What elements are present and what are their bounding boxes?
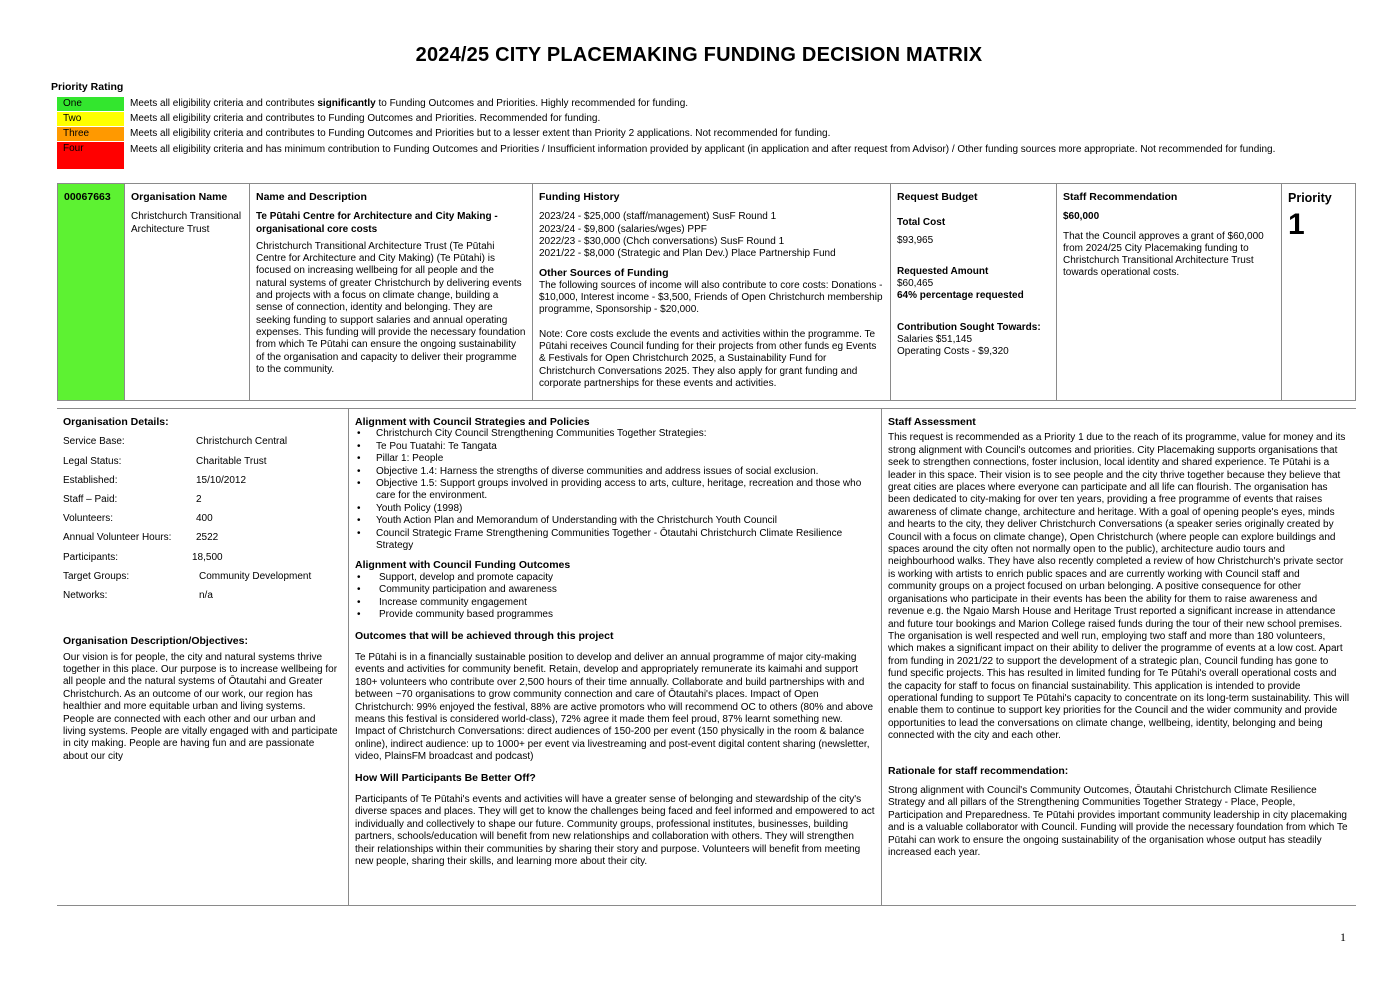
priority-swatch-four: Four bbox=[57, 142, 124, 169]
achieved-text: Te Pūtahi is in a financially sustainable position to develop and deliver an annual programme of major city-making events and activities for community benefit. Retain, develop and appropriately remunerate its kaimahi and support 180+ volunteers who contribute over 2,500 hours of their time annually. Collaborate and build partnerships with and between ~70 organisations to grow community connection and care of Ōtautahi's places. Impact of Open Christchurch: 99% enjoyed the festival, 88% are active promotors who will recommend OC to others (80% and above means this festival is considered world-class), 72% agree it made them feel proud, 87% learnt something new. Impact of Christchurch Conversations: direct audiences of 150-200 per event (150 physically in the room & balance online), indirect audience: up to 1000+ per event via livestreaming and post-event digital content sharing (newsletter, video, PlainsFM broadcast and podcast) bbox=[355, 651, 874, 763]
list-item: • Youth Policy (1998) bbox=[355, 503, 875, 515]
priority-swatch-two: Two bbox=[57, 112, 124, 126]
funding-history-item: 2023/24 - $9,800 (salaries/wges) PPF bbox=[539, 223, 707, 235]
request-budget-cell bbox=[891, 184, 1057, 400]
total-cost: $93,965 bbox=[897, 234, 934, 246]
list-item: • Pillar 1: People bbox=[355, 453, 875, 465]
staff-assessment-text: This request is recommended as a Priority 1 due to the reach of its programme, value for money and its strong alignment with Council's outcomes and priorities. City Placemaking supports organisations that seek to strengthen connections, foster inclusion, local identity and shared experience. Te Pūtahi is a leader in this space. Their vision is to see people and the city thrive together because they believe that great cities are places where everyone can participate and all life can flourish. The organisation has been dedicated to city-making for over ten years, providing a free programme of events that raises awareness of climate change, architecture and heritage. With a goal of opening people's eyes, minds and hearts to the city, they deliver Christchurch Conversations (a speaker series originally created by Council with a focus on climate change), Open Christchurch (where people can explore buildings and spaces around the city often not normally open to the public), architecture audio tours and neighbourhood walks. They have also recently completed a review of how Christchurch's private sector is working with artists to enrich public spaces and are currently working with Council staff and community groups on a project focused on urban belonging. A positive consequence for other organisations who participate in their events has been the ability for them to raise awareness and revenue e.g. the Ngaio Marsh House and Heritage Trust reported a significant increase in attendance and future tour bookings and Marion College raised funds during the tour of their new school premises. The organisation is well respected and well run, employing two staff and more than 180 volunteers, which makes a significant impact on their ability to deliver the programme of events at a low cost. Apart from funding in 2021/22 to support the development of a strategic plan, Council funding has gone to fund specific projects. This has resulted in limited funding for Te Pūtahi's overall operational costs and the capacity for staff to focus on financial sustainability. This application is intended to provide operational funding to support Te Pūtahi's capacity to concentrate on its long-term sustainability. This will enable them to continue to support key priorities for the Council and the wider community and provide opportunities to lead the conversations on climate change, wellbeing, identity, belonging and being connected with the city and each other. bbox=[888, 432, 1350, 742]
org-details-header: Organisation Details: bbox=[63, 416, 169, 428]
list-item: • Objective 1.4: Harness the strengths of diverse communities and address issues of social exclusion. bbox=[355, 466, 875, 478]
project-description: Christchurch Transitional Architecture Trust (Te Pūtahi Centre for Architecture and City Making) (Te Pūtahi) is focused on increasing wellbeing for all people and the natural systems of greater Christchurch by delivering events and projects with a focus on climate change, building a sense of connection, identity and belonging. They are seeking funding to support salaries and annual operating expenses. This funding will provide the necessary foundation from which Te Pūtahi can ensure the ongoing sustainability of the organisation and capacity to deliver their programme to the community. bbox=[256, 240, 526, 375]
column-divider bbox=[881, 409, 882, 906]
priority-desc-two: Meets all eligibility criteria and contributes to Funding Outcomes and Priorities. Recommended for funding. bbox=[130, 113, 601, 124]
page-number: 1 bbox=[1340, 930, 1346, 944]
org-detail-row: Networks: n/a bbox=[63, 590, 213, 602]
name-description-cell bbox=[250, 184, 533, 400]
funding-history-item: 2023/24 - $25,000 (staff/management) SusF Round 1 bbox=[539, 211, 777, 223]
org-detail-row: Established: 15/10/2012 bbox=[63, 474, 247, 486]
priority-desc-four: Meets all eligibility criteria and has minimum contribution to Funding Outcomes and Priorities / Insufficient information provided by applicant (in application and after request from Advisor) / Other funding sources more appropriate. Not recommended for funding. bbox=[130, 144, 1276, 155]
priority-desc-three: Meets all eligibility criteria and contributes to Funding Outcomes and Priorities but to a lesser extent than Priority 2 applications. Not recommended for funding. bbox=[130, 128, 831, 139]
funding-history-item: 2021/22 - $8,000 (Strategic and Plan Dev.) Place Partnership Fund bbox=[539, 248, 836, 260]
total-cost-label: Total Cost bbox=[897, 217, 946, 229]
org-name-cell bbox=[125, 184, 250, 400]
priority-cell bbox=[1282, 184, 1355, 400]
funding-history-item: 2022/23 - $30,000 (Chch conversations) SusF Round 1 bbox=[539, 235, 785, 247]
funding-history-header: Funding History bbox=[539, 191, 620, 203]
summary-table bbox=[57, 183, 1356, 401]
name-description-header: Name and Description bbox=[256, 191, 367, 203]
column-divider bbox=[348, 409, 349, 906]
percentage-requested: 64% percentage requested bbox=[897, 290, 1024, 302]
outcomes-header: Alignment with Council Funding Outcomes bbox=[355, 559, 571, 572]
rationale-text: Strong alignment with Council's Community Outcomes, Ōtautahi Christchurch Climate Resilience Strategy and all pillars of the Strengthening Communities Together Strategy - Place, People, Participation and Preparedness. Te Pūtahi provides important community leadership in city placemaking and is a valuable collaborator with Council. Funding will provide the necessary foundation from which Te Pūtahi can work to ensure the ongoing sustainability of the organisation whose output has steadily increased each year. bbox=[888, 784, 1348, 858]
org-description: Our vision is for people, the city and natural systems thrive together in this place. Our purpose is to increase wellbeing for all people and the natural systems of Ōtautahi and Greater Christchurch. As an outcome of our work, our region has healthier and more equitable urban and living systems. People are connected with each other and our urban and living systems. People are vitally engaged with and participate in city making. People are having fun and are passionate about our city bbox=[63, 651, 338, 762]
project-title: Te Pūtahi Centre for Architecture and City Making - organisational core costs bbox=[256, 211, 498, 235]
staff-recommendation-text: That the Council approves a grant of $60,000 from 2024/25 City Placemaking funding to Christchurch Transitional Architecture Trust towards operational costs. bbox=[1063, 230, 1264, 279]
staff-recommendation-amount: $60,000 bbox=[1063, 211, 1100, 223]
priority-desc-one: Meets all eligibility criteria and contributes significantly to Funding Outcomes and Priorities. Highly recommended for funding. bbox=[130, 98, 689, 109]
rationale-header: Rationale for staff recommendation: bbox=[888, 764, 1069, 777]
priority-swatch-one: One bbox=[57, 97, 124, 111]
strategies-header: Alignment with Council Strategies and Policies bbox=[355, 416, 590, 428]
outcomes-list bbox=[355, 572, 875, 622]
funding-history-cell bbox=[533, 184, 891, 400]
strategies-list bbox=[355, 428, 875, 552]
assessment-column bbox=[888, 409, 1350, 859]
org-detail-row: Volunteers: 400 bbox=[63, 513, 213, 525]
org-detail-row: Staff – Paid: 2 bbox=[63, 494, 202, 506]
better-off-header: How Will Participants Be Better Off? bbox=[355, 771, 536, 784]
org-detail-row: Annual Volunteer Hours: 2522 bbox=[63, 532, 219, 544]
list-item: • Community participation and awareness bbox=[355, 584, 875, 596]
requested-amount-label: Requested Amount bbox=[897, 265, 989, 277]
request-budget-header: Request Budget bbox=[897, 191, 978, 203]
org-detail-row: Legal Status: Charitable Trust bbox=[63, 455, 267, 467]
org-name: Christchurch Transitional Architecture Trust bbox=[131, 211, 242, 235]
achieved-header: Outcomes that will be achieved through this project bbox=[355, 629, 614, 642]
priority-swatch-three: Three bbox=[57, 127, 124, 141]
priority-rating-label: Priority Rating bbox=[51, 81, 124, 93]
list-item: • Objective 1.5: Support groups involved in providing access to arts, culture, heritage, recreation and those who care for the environment. bbox=[355, 478, 875, 503]
staff-recommendation-header: Staff Recommendation bbox=[1063, 191, 1178, 203]
priority-value: 1 bbox=[1288, 208, 1305, 242]
org-details-column bbox=[63, 409, 343, 763]
application-id: 00067663 bbox=[64, 191, 111, 203]
org-detail-row: Service Base: Christchurch Central bbox=[63, 436, 288, 448]
staff-recommendation-cell bbox=[1057, 184, 1282, 400]
list-item: • Provide community based programmes bbox=[355, 609, 875, 621]
other-sources: The following sources of income will also contribute to core costs: Donations - $10,000, Interest income - $3,500, Friends of Open Christchurch membership programme, Sponsorship - $20,000. bbox=[539, 279, 883, 316]
requested-amount: $60,465 bbox=[897, 278, 934, 290]
list-item: • Council Strategic Frame Strengthening Communities Together - Ōtautahi Christchurch Climate Resilience Strategy bbox=[355, 528, 875, 553]
priority-header: Priority bbox=[1288, 191, 1332, 205]
staff-assessment-header: Staff Assessment bbox=[888, 416, 976, 428]
better-off-text: Participants of Te Pūtahi's events and activities will have a greater sense of belonging and stewardship of the city's diverse spaces and places. They will get to know the challenges being faced and feel informed and empowered to act individually and collectively to shape our future. Community groups, professional institutes, businesses, building partners, schools/education will benefit from new relationships and collaboration with others. They will strengthen their relationships within their communities by sharing their story and purpose. Volunteers will benefit from meeting new people, sharing their skills, and learning more about their city. bbox=[355, 793, 875, 867]
list-item: • Increase community engagement bbox=[355, 597, 875, 609]
application-id-cell bbox=[58, 184, 125, 400]
contribution-label: Contribution Sought Towards: bbox=[897, 321, 1041, 333]
contribution-item: Operating Costs - $9,320 bbox=[897, 346, 1009, 358]
org-detail-row: Target Groups: Community Development bbox=[63, 570, 312, 582]
page-title: 2024/25 CITY PLACEMAKING FUNDING DECISION MATRIX bbox=[415, 44, 983, 66]
other-sources-header: Other Sources of Funding bbox=[539, 267, 669, 280]
list-item: • Support, develop and promote capacity bbox=[355, 572, 875, 584]
alignment-column bbox=[355, 409, 875, 868]
org-description-header: Organisation Description/Objectives: bbox=[63, 635, 248, 648]
list-item: • Te Pou Tuatahi: Te Tangata bbox=[355, 441, 875, 453]
funding-note: Note: Core costs exclude the events and activities within the programme. Te Pūtahi receives Council funding for their projects from other funds eg Events & Festivals for Open Christchurch 2025, a Sustainability Fund for Christchurch Conversations 2025. They also apply for grant funding and corporate partnerships for these events and activities. bbox=[539, 328, 877, 389]
org-detail-row: Participants: 18,500 bbox=[63, 551, 223, 563]
list-item: • Christchurch City Council Strengthening Communities Together Strategies: bbox=[355, 428, 875, 440]
contribution-item: Salaries $51,145 bbox=[897, 334, 973, 346]
org-name-header: Organisation Name bbox=[131, 191, 228, 203]
list-item: • Youth Action Plan and Memorandum of Understanding with the Christchurch Youth Council bbox=[355, 515, 875, 527]
